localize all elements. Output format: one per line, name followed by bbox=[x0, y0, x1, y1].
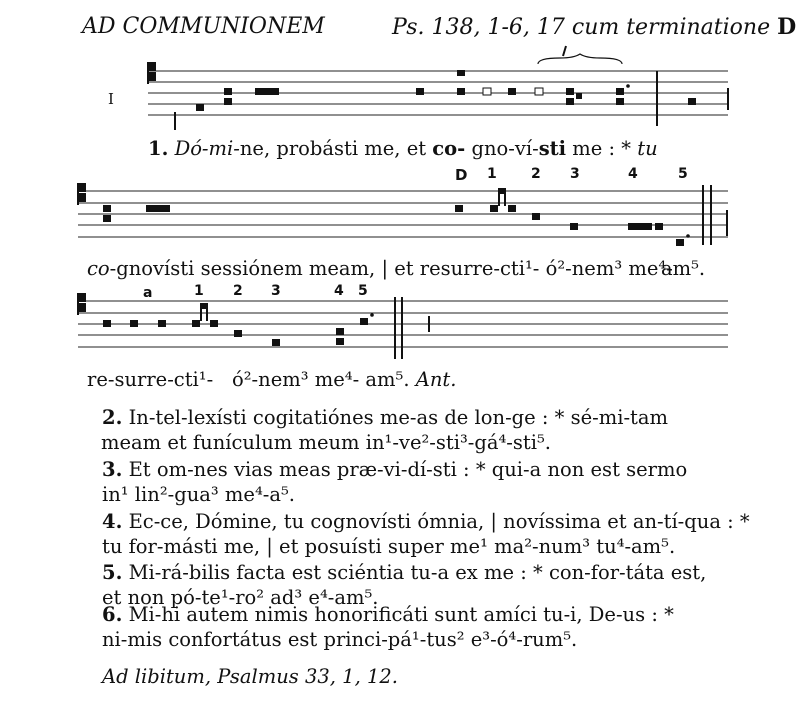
staff-2 bbox=[78, 191, 728, 237]
lyric-co-2: co bbox=[87, 257, 110, 280]
verse-2-line2: meam et funículum meum in¹-ve²-sti³-gá⁴-sti⁵. bbox=[101, 431, 551, 454]
marker-a: a bbox=[143, 285, 153, 301]
verse-4-line2: tu for-másti me, | et posuísti super me¹ ma²-num³ tu⁴-am⁵. bbox=[102, 535, 676, 558]
verse-5-num: 5. bbox=[102, 561, 123, 584]
verse-4 bbox=[102, 509, 750, 559]
lyric-domine-part: Dó-mi- bbox=[174, 137, 240, 160]
staff-3-clef bbox=[77, 293, 86, 315]
verse-4-num: 4. bbox=[102, 510, 123, 533]
termination-letter: D bbox=[777, 14, 796, 40]
verse-2 bbox=[102, 405, 668, 455]
staff-3-neumes bbox=[103, 297, 430, 359]
lyric-me: me bbox=[566, 137, 603, 160]
marker-D: D bbox=[455, 166, 468, 184]
lyric-resurrecti: re-surre-cti¹- bbox=[87, 368, 214, 391]
marker-3-5: 5 bbox=[358, 283, 368, 299]
marker-3-1: 1 bbox=[194, 283, 204, 299]
lyric-gnovisti: -gnovísti sessiónem meam, | et resurre-cti¹- bbox=[109, 257, 546, 280]
verse-6 bbox=[102, 602, 674, 652]
verse-2-num: 2. bbox=[102, 406, 123, 429]
lyric-am: am⁵. bbox=[661, 257, 706, 280]
lyric-ant: Ant. bbox=[415, 368, 457, 391]
verse-3-line2: in¹ lin²-gua³ me⁴-a⁵. bbox=[102, 483, 296, 506]
staff-1-clef bbox=[147, 62, 156, 84]
marker-3: 3 bbox=[570, 166, 580, 182]
lyrics-line-1 bbox=[148, 137, 658, 160]
verse-2-line1: In-tel-lexísti cogitatiónes me-as de lon-ge : * sé-mi-tam bbox=[128, 406, 669, 429]
mode-label: I bbox=[108, 90, 114, 108]
marker-3-3: 3 bbox=[271, 283, 281, 299]
footer-note: Ad libitum, Psalmus 33, 1, 12. bbox=[102, 665, 398, 688]
staff-2-clef bbox=[77, 183, 86, 205]
marker-2: 2 bbox=[531, 166, 541, 182]
verse-3-num: 3. bbox=[102, 458, 123, 481]
verse-3-line1: Et om-nes vias meas præ-vi-dí-sti : * qui-a non est sermo bbox=[128, 458, 688, 481]
ictus-mark bbox=[563, 46, 566, 56]
marker-3-2: 2 bbox=[233, 283, 243, 299]
section-title: AD COMMUNIONEM bbox=[82, 14, 325, 39]
verse-6-num: 6. bbox=[102, 603, 123, 626]
lyric-onem-meam: ó²-nem³ me⁴- am⁵. bbox=[232, 368, 410, 391]
accent-brace bbox=[538, 54, 622, 64]
lyric-probasti: ne, probásti me, et bbox=[239, 137, 433, 160]
lyric-gno-vi: gno-ví- bbox=[465, 137, 539, 160]
verse-4-line1: Ec-ce, Dómine, tu cognovísti ómnia, | novíssima et an-tí-qua : * bbox=[128, 510, 750, 533]
marker-3-4: 4 bbox=[334, 283, 344, 299]
verse-3 bbox=[102, 457, 687, 507]
lyric-sti: sti bbox=[538, 137, 567, 160]
lyrics-line-3 bbox=[87, 368, 213, 391]
lyric-onem: ó²-nem³ me⁴- bbox=[545, 257, 673, 280]
lyrics-line-3b bbox=[232, 368, 456, 391]
lyric-star: : * bbox=[602, 137, 632, 160]
reference-text: Ps. 138, 1-6, 17 cum terminatione bbox=[392, 15, 771, 40]
verse-5-line1: Mi-rá-bilis facta est sciéntia tu-a ex me : * con-for-táta est, bbox=[128, 561, 707, 584]
verse-6-line2: ni-mis confortátus est princi-pá¹-tus² e³-ó⁴-rum⁵. bbox=[102, 628, 578, 651]
marker-4: 4 bbox=[628, 166, 638, 182]
staff-1-neumes bbox=[174, 70, 729, 130]
verse-5-line2: et non pó-te¹-ro² ad³ e⁴-am⁵. bbox=[102, 586, 379, 609]
marker-1: 1 bbox=[487, 166, 497, 182]
lyric-co: co- bbox=[432, 137, 466, 160]
staff-1 bbox=[148, 71, 728, 115]
marker-5: 5 bbox=[678, 166, 688, 182]
verse-number-1: 1. bbox=[148, 137, 169, 160]
lyrics-line-2 bbox=[87, 257, 673, 280]
verse-6-line1: Mi-hi autem nimis honorificáti sunt amíci tu-i, De-us : * bbox=[128, 603, 674, 626]
lyric-tu: tu bbox=[631, 137, 658, 160]
